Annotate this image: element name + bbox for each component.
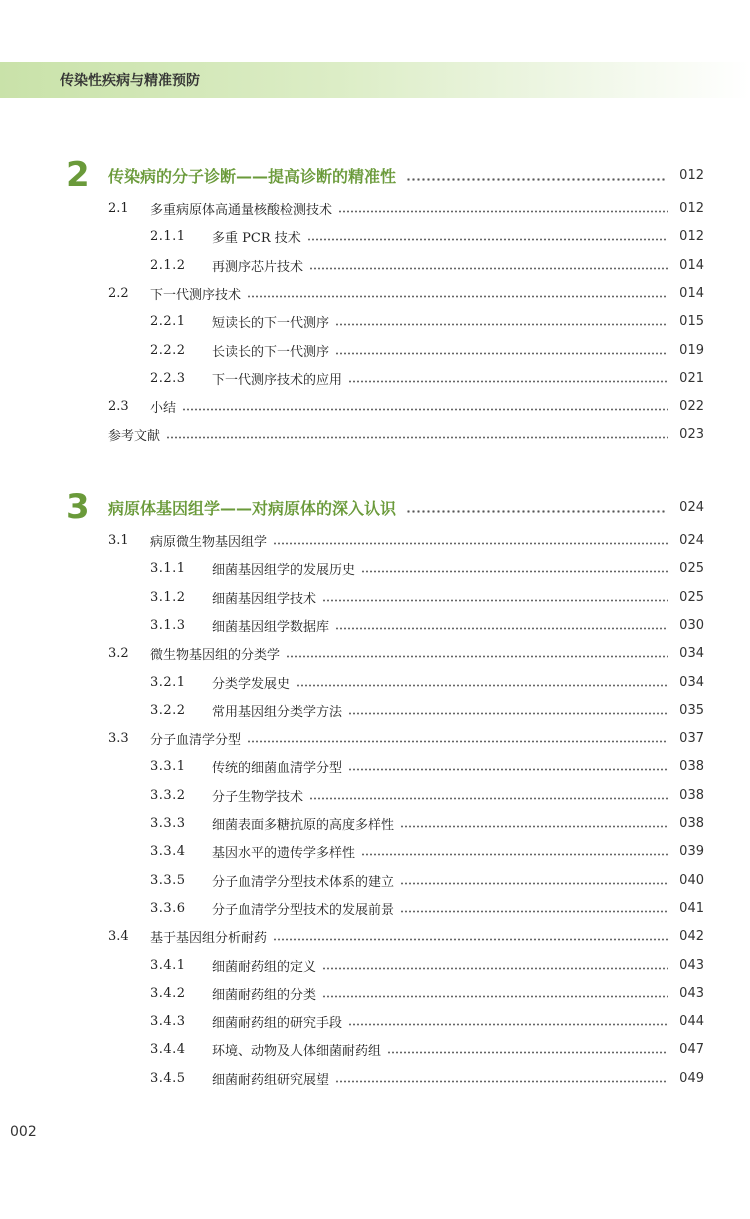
section-page: 034 [679,674,704,690]
section-number: 3.4.2 [150,985,186,1001]
section-title: 细菌基因组学的发展历史 [212,562,356,578]
dot-leader [400,825,668,828]
section-page: 012 [679,200,704,216]
dot-leader [335,352,668,355]
section-number: 3.3 [108,730,129,746]
section-title: 长读长的下一代测序 [212,344,330,360]
section-number: 2.3 [108,398,129,414]
toc-entry[interactable] [108,396,704,416]
section-number: 2.1.1 [150,228,186,244]
dot-leader [406,510,666,513]
toc-entry[interactable] [150,1039,704,1059]
dot-leader [166,436,668,439]
section-number: 3.3.3 [150,815,186,831]
chapter-title: 病原体基因组学——对病原体的深入认识 [108,498,397,518]
section-page: 021 [679,370,704,386]
dot-leader [322,967,668,970]
dot-leader [387,1051,668,1054]
toc-entry[interactable] [150,587,704,607]
dot-leader [286,655,668,658]
section-title: 下一代测序技术 [150,287,242,303]
section-number: 2.2.1 [150,313,186,329]
section-title: 细菌耐药组的分类 [212,987,317,1003]
section-title: 传统的细菌血清学分型 [212,760,343,776]
toc-entry[interactable] [108,530,704,550]
section-title: 分子血清学分型 [150,732,242,748]
section-page: 034 [679,645,704,661]
toc-entry[interactable] [150,955,704,975]
section-page: 042 [679,928,704,944]
dot-leader [348,712,668,715]
section-title: 分子血清学分型技术体系的建立 [212,874,395,890]
chapter-title: 传染病的分子诊断——提高诊断的精准性 [108,166,397,186]
toc-entry[interactable] [108,728,704,748]
section-page: 043 [679,985,704,1001]
dot-leader [273,938,668,941]
section-title: 细菌基因组学数据库 [212,619,330,635]
chapter-number: 2 [66,155,90,195]
dot-leader [348,768,668,771]
dot-leader [338,210,668,213]
toc-entry[interactable] [150,368,704,388]
dot-leader [307,238,668,241]
section-number: 3.4.3 [150,1013,186,1029]
toc-entry[interactable] [150,870,704,890]
section-number: 3.3.2 [150,787,186,803]
section-page: 014 [679,257,704,273]
section-number: 3.2.1 [150,674,186,690]
dot-leader [361,570,668,573]
page-number: 002 [10,1124,37,1140]
toc-entry[interactable] [150,311,704,331]
section-title: 小结 [150,400,177,416]
toc-entry[interactable] [150,672,704,692]
chapter-heading[interactable] [66,487,704,527]
section-title: 基因水平的遗传学多样性 [212,845,356,861]
section-number: 2.1 [108,200,129,216]
dot-leader [247,295,668,298]
section-number: 3.1 [108,532,129,548]
section-title: 下一代测序技术的应用 [212,372,343,388]
section-number: 2.2 [108,285,129,301]
section-number: 3.3.4 [150,843,186,859]
dot-leader [309,267,668,270]
dot-leader [296,684,668,687]
dot-leader [309,797,668,800]
dot-leader [273,542,668,545]
section-page: 019 [679,342,704,358]
dot-leader [335,1080,668,1083]
toc-entry[interactable] [108,643,704,663]
section-number: 3.1.2 [150,589,186,605]
section-page: 025 [679,560,704,576]
toc-entry[interactable] [150,841,704,861]
dot-leader [247,740,668,743]
section-page: 024 [679,532,704,548]
section-number: 3.4.4 [150,1041,186,1057]
section-number: 2.2.3 [150,370,186,386]
dot-leader [400,910,668,913]
section-number: 3.3.5 [150,872,186,888]
section-page: 040 [679,872,704,888]
section-page: 038 [679,815,704,831]
chapter-page: 012 [679,167,704,183]
section-page: 037 [679,730,704,746]
section-title: 再测序芯片技术 [212,259,304,275]
toc-entry[interactable] [108,283,704,303]
section-number: 2.2.2 [150,342,186,358]
section-page: 039 [679,843,704,859]
section-title: 多重病原体高通量核酸检测技术 [150,202,333,218]
section-page: 038 [679,787,704,803]
dot-leader [348,380,668,383]
toc-entry[interactable] [150,615,704,635]
chapter-heading[interactable] [66,155,704,195]
section-page: 047 [679,1041,704,1057]
section-number: 3.3.6 [150,900,186,916]
dot-leader [335,627,668,630]
section-page: 022 [679,398,704,414]
toc-entry[interactable] [150,898,704,918]
section-title: 分子血清学分型技术的发展前景 [212,902,395,918]
section-page: 044 [679,1013,704,1029]
section-number: 3.4.1 [150,957,186,973]
section-page: 030 [679,617,704,633]
running-head: 传染性疾病与精准预防 [60,73,200,89]
chapter-number: 3 [66,487,90,527]
dot-leader [400,882,668,885]
toc-entry[interactable] [150,1011,704,1031]
dot-leader [335,323,668,326]
section-page: 035 [679,702,704,718]
section-number: 3.2.2 [150,702,186,718]
section-title: 细菌耐药组的定义 [212,959,317,975]
section-title: 基于基因组分析耐药 [150,930,268,946]
dot-leader [348,1023,668,1026]
toc-entry[interactable] [150,756,704,776]
dot-leader [322,599,668,602]
section-number: 3.4.5 [150,1070,186,1086]
section-page: 023 [679,426,704,442]
toc-entry[interactable] [150,340,704,360]
section-title: 细菌耐药组的研究手段 [212,1015,343,1031]
dot-leader [182,408,668,411]
section-title: 细菌表面多糖抗原的高度多样性 [212,817,395,833]
section-number: 3.3.1 [150,758,186,774]
section-title: 分子生物学技术 [212,789,304,805]
section-number: 3.2 [108,645,129,661]
dot-leader [322,995,668,998]
section-title: 短读长的下一代测序 [212,315,330,331]
section-title: 微生物基因组的分类学 [150,647,281,663]
section-page: 049 [679,1070,704,1086]
section-page: 043 [679,957,704,973]
section-page: 025 [679,589,704,605]
dot-leader [361,853,668,856]
section-number: 3.4 [108,928,129,944]
section-page: 012 [679,228,704,244]
section-title: 多重 PCR 技术 [212,230,301,246]
section-number: 2.1.2 [150,257,186,273]
toc-entry[interactable] [150,255,704,275]
toc-entry[interactable] [150,558,704,578]
section-title: 环境、动物及人体细菌耐药组 [212,1043,382,1059]
section-title: 分类学发展史 [212,676,291,692]
section-title: 病原微生物基因组学 [150,534,268,550]
section-number: 3.1.1 [150,560,186,576]
section-title: 参考文献 [108,428,161,444]
section-title: 细菌耐药组研究展望 [212,1072,330,1088]
chapter-page: 024 [679,499,704,515]
section-page: 015 [679,313,704,329]
dot-leader [406,178,666,181]
toc-entry[interactable] [108,198,704,218]
section-title: 常用基因组分类学方法 [212,704,343,720]
section-page: 038 [679,758,704,774]
toc-entry[interactable] [150,226,704,246]
section-number: 3.1.3 [150,617,186,633]
toc-entry[interactable] [150,813,704,833]
toc-entry[interactable] [108,424,704,444]
toc-entry[interactable] [150,1068,704,1088]
toc-entry[interactable] [108,926,704,946]
section-title: 细菌基因组学技术 [212,591,317,607]
toc-entry[interactable] [150,700,704,720]
section-page: 014 [679,285,704,301]
toc-entry[interactable] [150,785,704,805]
toc-entry[interactable] [150,983,704,1003]
section-page: 041 [679,900,704,916]
